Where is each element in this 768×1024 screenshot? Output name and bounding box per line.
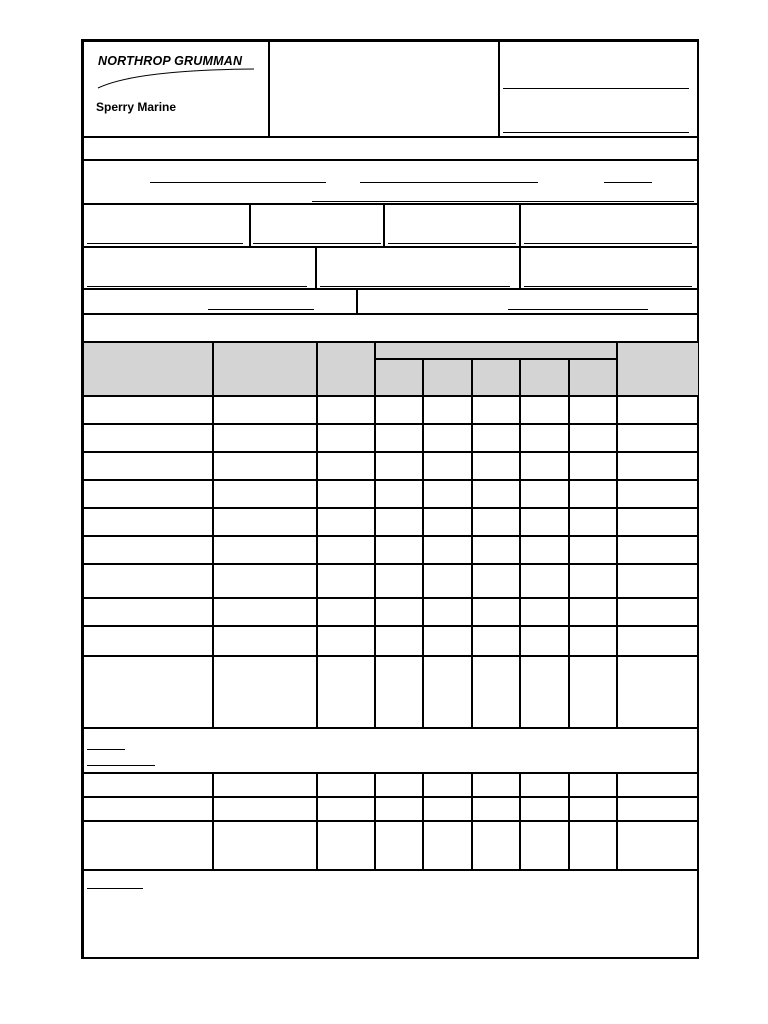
table-cell: [472, 396, 520, 424]
table-cell: [520, 396, 569, 424]
table-cell: [213, 480, 317, 508]
table-cell: [617, 821, 699, 870]
note-band: [83, 728, 699, 773]
field-cell: [520, 247, 699, 289]
doc-number-line: [503, 88, 689, 89]
note-underline: [87, 765, 155, 766]
table-cell: [213, 598, 317, 626]
table-cell: [423, 452, 472, 480]
table-cell: [83, 797, 213, 821]
table-cell: [520, 773, 569, 797]
table-cell: [317, 452, 375, 480]
table-cell: [317, 598, 375, 626]
table-cell: [375, 508, 423, 536]
table-cell: [569, 396, 617, 424]
table-cell: [569, 452, 617, 480]
table-cell: [375, 598, 423, 626]
table-cell: [423, 656, 472, 728]
table-cell: [317, 536, 375, 564]
table-cell: [317, 396, 375, 424]
table-cell: [617, 508, 699, 536]
header-title-cell: [269, 41, 499, 137]
table-cell: [617, 626, 699, 656]
table-cell: [520, 821, 569, 870]
field-cell: [384, 204, 520, 247]
table-cell: [617, 797, 699, 821]
table-header-subcell: [375, 359, 423, 396]
table-cell: [569, 508, 617, 536]
table-cell: [569, 626, 617, 656]
table-header-group-cell: [375, 342, 617, 359]
table-cell: [317, 797, 375, 821]
field-line: [360, 182, 538, 183]
table-cell: [375, 480, 423, 508]
table-cell: [375, 821, 423, 870]
table-cell: [423, 564, 472, 598]
table-cell: [472, 797, 520, 821]
table-cell: [569, 656, 617, 728]
table-cell: [375, 424, 423, 452]
table-cell: [423, 396, 472, 424]
table-cell: [375, 656, 423, 728]
table-cell: [317, 480, 375, 508]
table-header-cell: [317, 342, 375, 396]
field-cell: [250, 204, 384, 247]
table-cell: [213, 626, 317, 656]
table-cell: [317, 821, 375, 870]
table-cell: [83, 396, 213, 424]
table-cell: [520, 480, 569, 508]
field-cell: [357, 289, 699, 314]
table-cell: [520, 452, 569, 480]
table-cell: [520, 656, 569, 728]
table-cell: [423, 536, 472, 564]
field-line: [604, 182, 652, 183]
table-cell: [423, 480, 472, 508]
field-cell: [316, 247, 520, 289]
table-cell: [472, 773, 520, 797]
table-cell: [213, 821, 317, 870]
table-cell: [617, 424, 699, 452]
table-cell: [472, 656, 520, 728]
table-cell: [617, 564, 699, 598]
table-header-subcell: [423, 359, 472, 396]
table-cell: [375, 773, 423, 797]
table-cell: [520, 536, 569, 564]
table-cell: [83, 536, 213, 564]
table-cell: [317, 626, 375, 656]
table-header-subcell: [520, 359, 569, 396]
table-cell: [569, 424, 617, 452]
table-cell: [375, 536, 423, 564]
table-cell: [83, 564, 213, 598]
table-cell: [472, 564, 520, 598]
table-cell: [83, 656, 213, 728]
table-cell: [472, 626, 520, 656]
table-cell: [423, 598, 472, 626]
table-cell: [472, 480, 520, 508]
table-cell: [423, 821, 472, 870]
field-cell: [83, 289, 357, 314]
table-cell: [569, 797, 617, 821]
table-cell: [423, 508, 472, 536]
table-cell: [213, 452, 317, 480]
table-cell: [569, 480, 617, 508]
table-cell: [83, 452, 213, 480]
table-cell: [317, 508, 375, 536]
table-cell: [617, 480, 699, 508]
form-sheet: [81, 39, 699, 959]
table-cell: [520, 797, 569, 821]
table-cell: [569, 821, 617, 870]
table-header-cell: [617, 342, 699, 396]
table-cell: [520, 424, 569, 452]
field-line: [150, 182, 326, 183]
table-cell: [472, 536, 520, 564]
table-cell: [213, 396, 317, 424]
field-cell: [83, 204, 250, 247]
table-cell: [472, 821, 520, 870]
field-cell: [83, 247, 316, 289]
table-cell: [317, 656, 375, 728]
table-header-cell: [213, 342, 317, 396]
table-cell: [472, 452, 520, 480]
table-header-cell: [83, 342, 213, 396]
table-cell: [423, 773, 472, 797]
table-cell: [375, 396, 423, 424]
table-cell: [472, 598, 520, 626]
table-header-subcell: [569, 359, 617, 396]
table-cell: [83, 773, 213, 797]
table-cell: [375, 626, 423, 656]
table-cell: [213, 424, 317, 452]
table-cell: [317, 424, 375, 452]
table-cell: [569, 536, 617, 564]
table-cell: [569, 773, 617, 797]
table-cell: [520, 508, 569, 536]
title-band: [83, 137, 699, 160]
table-cell: [617, 773, 699, 797]
table-cell: [375, 452, 423, 480]
table-cell: [423, 424, 472, 452]
table-cell: [375, 797, 423, 821]
table-cell: [423, 797, 472, 821]
division-name: Sperry Marine: [96, 100, 177, 114]
note-underline: [87, 749, 125, 750]
table-cell: [617, 598, 699, 626]
table-cell: [617, 396, 699, 424]
logo-swoosh-icon: [96, 64, 256, 92]
doc-revision-line: [503, 132, 689, 133]
section-band: [83, 314, 699, 342]
field-cell: [520, 204, 699, 247]
table-cell: [213, 797, 317, 821]
table-cell: [83, 821, 213, 870]
table-cell: [213, 773, 317, 797]
table-cell: [520, 564, 569, 598]
table-cell: [317, 564, 375, 598]
remarks-underline: [87, 888, 143, 889]
company-logo-text: NORTHROP GRUMMAN: [98, 54, 243, 68]
table-cell: [213, 564, 317, 598]
table-cell: [617, 536, 699, 564]
table-cell: [569, 564, 617, 598]
field-line: [312, 201, 694, 202]
header-doc-cell: [499, 41, 699, 137]
table-cell: [617, 656, 699, 728]
table-cell: [569, 598, 617, 626]
table-cell: [83, 424, 213, 452]
table-cell: [520, 626, 569, 656]
logo-block: [83, 41, 269, 137]
table-cell: [213, 656, 317, 728]
table-cell: [83, 626, 213, 656]
table-header-subcell: [472, 359, 520, 396]
table-cell: [472, 508, 520, 536]
table-cell: [520, 598, 569, 626]
table-cell: [375, 564, 423, 598]
table-cell: [83, 598, 213, 626]
remarks-box: [83, 870, 699, 959]
table-cell: [617, 452, 699, 480]
table-cell: [423, 626, 472, 656]
table-cell: [83, 480, 213, 508]
table-cell: [213, 536, 317, 564]
table-cell: [83, 508, 213, 536]
table-cell: [472, 424, 520, 452]
table-cell: [317, 773, 375, 797]
vessel-info-row: [83, 160, 699, 204]
table-cell: [213, 508, 317, 536]
